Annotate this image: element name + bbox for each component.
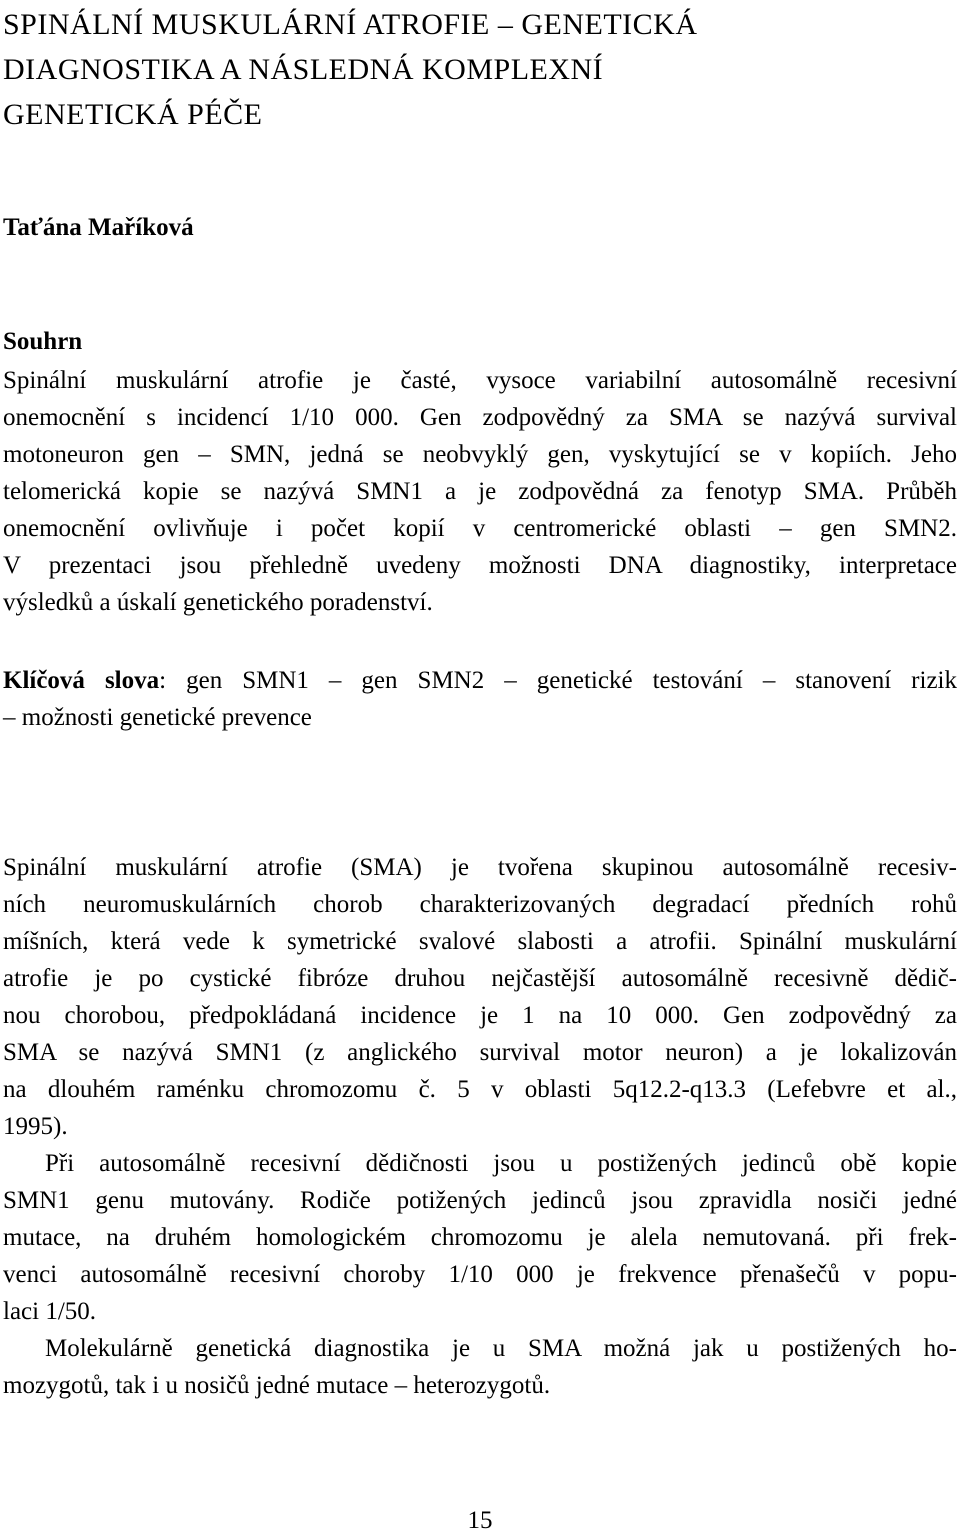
article-title (3, 2, 698, 137)
body-line: atrofie je po cystické fibróze druhou nejčastější autosomálně recesivně dědič- (3, 965, 957, 992)
summary-line: motoneuron gen – SMN, jedná se neobvyklý gen, vyskytující se v kopiích. Jeho (3, 441, 957, 468)
keywords-paragraph (3, 662, 957, 736)
body-line: SMA se nazývá SMN1 (z anglického survival motor neuron) a je lokalizován (3, 1039, 957, 1066)
body-line: 1995). (3, 1113, 68, 1140)
title-line-2: DIAGNOSTIKA A NÁSLEDNÁ KOMPLEXNÍ (3, 53, 604, 86)
body-line: mozygotů, tak i u nosičů jedné mutace – heterozygotů. (3, 1372, 551, 1399)
keywords-list-part-1: : gen SMN1 – gen SMN2 – genetické testování – stanovení rizik (159, 667, 958, 694)
summary-line: onemocnění s incidencí 1/10 000. Gen zodpovědný za SMA se nazývá survival (3, 404, 957, 431)
body-line: Spinální muskulární atrofie (SMA) je tvořena skupinou autosomálně recesiv- (3, 854, 957, 881)
body-line: venci autosomálně recesivní choroby 1/10 000 je frekvence přenašečů v popu- (3, 1261, 957, 1288)
body-line: SMN1 genu mutovány. Rodiče potižených jedinců jsou zpravidla nosiči jedné (3, 1187, 957, 1214)
keywords-list-part-2: – možnosti genetické prevence (3, 704, 312, 731)
body-line: míšních, která vede k symetrické svalové slabosti a atrofii. Spinální muskulární (3, 928, 957, 955)
page-number: 15 (467, 1507, 493, 1534)
body-line: Molekulárně genetická diagnostika je u SMA možná jak u postižených ho- (45, 1335, 957, 1362)
body-line: nou chorobou, předpokládaná incidence je 1 na 10 000. Gen zodpovědný za (3, 1002, 957, 1029)
summary-line: telomerická kopie se nazývá SMN1 a je zodpovědná za fenotyp SMA. Průběh (3, 478, 957, 505)
summary-line: V prezentaci jsou přehledně uvedeny možnosti DNA diagnostiky, interpretace (3, 552, 957, 579)
body-line: ních neuromuskulárních chorob charakterizovaných degradací předních rohů (3, 891, 957, 918)
body-line: na dlouhém raménku chromozomu č. 5 v oblasti 5q12.2-q13.3 (Lefebvre et al., (3, 1076, 957, 1103)
keywords-line-1 (3, 662, 957, 699)
body-text (3, 849, 957, 1404)
summary-line: Spinální muskulární atrofie je časté, vysoce variabilní autosomálně recesivní (3, 367, 957, 394)
body-line: mutace, na druhém homologickém chromozomu je alela nemutovaná. při frek- (3, 1224, 957, 1251)
keywords-label: Klíčová slova (3, 667, 160, 694)
summary-heading: Souhrn (3, 328, 83, 355)
summary-line: výsledků a úskalí genetického poradenství. (3, 589, 433, 616)
body-line: laci 1/50. (3, 1298, 97, 1325)
summary-line: onemocnění ovlivňuje i počet kopií v centromerické oblasti – gen SMN2. (3, 515, 957, 542)
body-line: Při autosomálně recesivní dědičnosti jsou u postižených jedinců obě kopie (45, 1150, 957, 1177)
title-line-3: GENETICKÁ PÉČE (3, 98, 263, 131)
title-line-1: SPINÁLNÍ MUSKULÁRNÍ ATROFIE – GENETICKÁ (3, 8, 698, 41)
summary-paragraph (3, 362, 957, 621)
author-name: Taťána Maříková (3, 214, 194, 241)
